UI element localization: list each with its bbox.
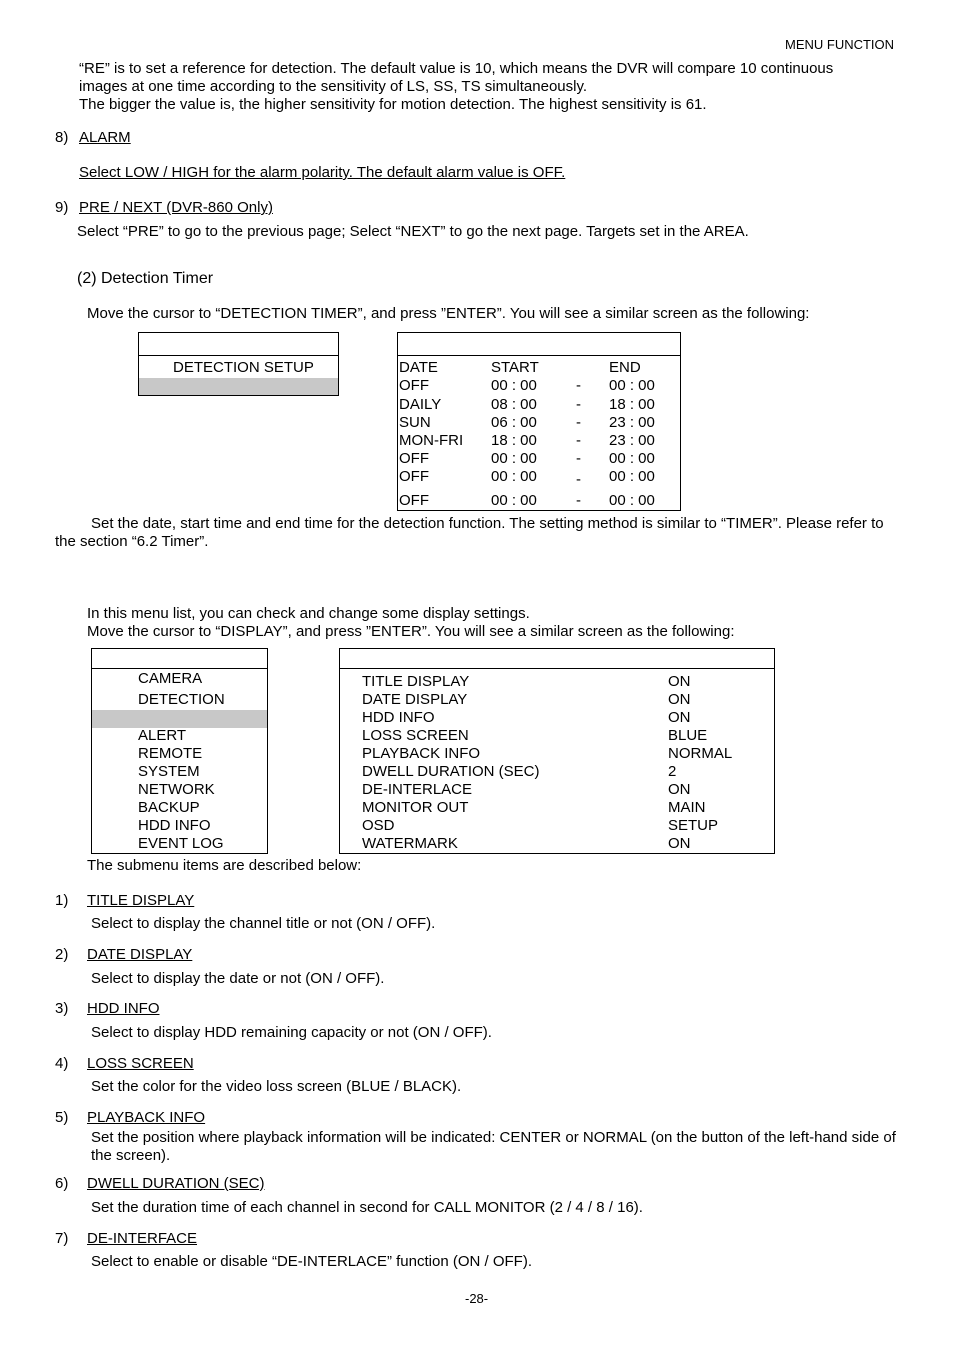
item-title: DE-INTERFACE: [87, 1230, 198, 1247]
setting-value: SETUP: [668, 817, 719, 834]
item-number: 4): [55, 1055, 69, 1072]
setting-value: MAIN: [668, 799, 706, 816]
item-desc: Select to enable or disable “DE-INTERLACE” function (ON / OFF).: [91, 1253, 532, 1270]
table-header-row: [398, 359, 680, 377]
menu-item-hdd-info[interactable]: HDD INFO: [138, 817, 211, 834]
menu-item-camera[interactable]: CAMERA: [138, 670, 203, 687]
setting-row-osd[interactable]: [340, 817, 774, 835]
display-intro-2: Move the cursor to “DISPLAY”, and press ”ENTER”. You will see a similar screen as the following:: [87, 623, 735, 640]
row-start: 18 : 00: [491, 432, 537, 449]
row-start: 00 : 00: [491, 492, 537, 509]
item-title: LOSS SCREEN: [87, 1055, 194, 1072]
page-number: -28-: [465, 1291, 489, 1306]
item-number: 3): [55, 1000, 69, 1017]
row-end: 00 : 00: [609, 468, 655, 485]
menu-item-alert[interactable]: ALERT: [138, 727, 187, 744]
menu-highlight-row[interactable]: [139, 378, 338, 395]
setting-row-hdd-info[interactable]: [340, 709, 774, 727]
setting-name: DWELL DURATION (SEC): [362, 763, 540, 780]
setting-row-loss-screen[interactable]: [340, 727, 774, 745]
row-start: 08 : 00: [491, 396, 537, 413]
setting-name: LOSS SCREEN: [362, 727, 469, 744]
alarm-number: 8): [55, 129, 69, 146]
re-text-line-2: images at one time according to the sensitivity of LS, SS, TS simultaneously.: [79, 78, 588, 95]
row-sep: -: [576, 450, 581, 467]
item-desc: Set the position where playback information will be indicated: CENTER or NORMAL (on the button of the left-hand side of the screen).: [91, 1129, 896, 1164]
setting-name: WATERMARK: [362, 835, 458, 852]
item-title: PLAYBACK INFO: [87, 1109, 206, 1126]
item-title: DWELL DURATION (SEC): [87, 1175, 265, 1192]
row-date: SUN: [399, 414, 431, 431]
row-date: MON-FRI: [399, 432, 464, 449]
setting-value: NORMAL: [668, 745, 733, 762]
row-end: 00 : 00: [609, 377, 655, 394]
display-menu-box: [91, 648, 268, 854]
menu-item-detection[interactable]: DETECTION: [138, 691, 225, 708]
item-desc: Select to display the channel title or not (ON / OFF).: [91, 915, 436, 932]
setting-value: BLUE: [668, 727, 708, 744]
item-number: 2): [55, 946, 69, 963]
menu-item-backup[interactable]: BACKUP: [138, 799, 200, 816]
row-start: 00 : 00: [491, 450, 537, 467]
table-row[interactable]: [398, 450, 680, 468]
setting-value: ON: [668, 691, 691, 708]
row-end: 00 : 00: [609, 450, 655, 467]
item-desc: Select to display the date or not (ON / OFF).: [91, 970, 385, 987]
item-desc: Set the duration time of each channel in second for CALL MONITOR (2 / 4 / 8 / 16).: [91, 1199, 643, 1216]
table-row[interactable]: [398, 432, 680, 450]
setting-value: 2: [668, 763, 677, 780]
setting-name: DATE DISPLAY: [362, 691, 468, 708]
submenu-intro: The submenu items are described below:: [87, 857, 362, 874]
item-number: 7): [55, 1230, 69, 1247]
item-number: 6): [55, 1175, 69, 1192]
setting-value: ON: [668, 835, 691, 852]
alarm-title: ALARM: [79, 129, 131, 146]
menu-item-display-highlight[interactable]: [92, 710, 267, 728]
item-title: TITLE DISPLAY: [87, 892, 195, 909]
header-start: START: [491, 359, 539, 376]
setting-name: OSD: [362, 817, 395, 834]
item-number: 1): [55, 892, 69, 909]
re-text-line-1: “RE” is to set a reference for detection. The default value is 10, which means the DVR will compare 10 continuous: [79, 60, 834, 77]
pre-next-number: 9): [55, 199, 69, 216]
setting-row-monitor-out[interactable]: [340, 799, 774, 817]
row-date: DAILY: [399, 396, 442, 413]
menu-item-remote[interactable]: REMOTE: [138, 745, 203, 762]
table-row[interactable]: [398, 492, 680, 510]
section-header: MENU FUNCTION: [785, 37, 895, 52]
row-start: 06 : 00: [491, 414, 537, 431]
alarm-desc: Select LOW / HIGH for the alarm polarity. The default alarm value is OFF.: [79, 164, 566, 181]
detection-timer-intro: Move the cursor to “DETECTION TIMER”, and press ”ENTER”. You will see a similar screen as the following:: [87, 305, 810, 322]
setting-name: DE-INTERLACE: [362, 781, 473, 798]
detection-timer-heading: (2) Detection Timer: [77, 270, 214, 287]
row-end: 23 : 00: [609, 414, 655, 431]
menu-item-network[interactable]: NETWORK: [138, 781, 215, 798]
setting-row-de-interlace[interactable]: [340, 781, 774, 799]
pre-next-desc: Select “PRE” to go to the previous page; Select “NEXT” to go the next page. Targets set in the AREA.: [77, 223, 749, 240]
row-start: 00 : 00: [491, 377, 537, 394]
setting-value: ON: [668, 781, 691, 798]
row-sep: -: [576, 414, 581, 431]
display-settings-box: [339, 648, 775, 854]
setting-row-watermark[interactable]: [340, 835, 774, 853]
detection-timer-table: [397, 332, 681, 511]
row-date: OFF: [399, 450, 429, 467]
setting-row-dwell-duration[interactable]: [340, 763, 774, 781]
display-intro-1: In this menu list, you can check and change some display settings.: [87, 605, 530, 622]
menu-item-system[interactable]: SYSTEM: [138, 763, 200, 780]
setting-name: HDD INFO: [362, 709, 435, 726]
setting-name: MONITOR OUT: [362, 799, 469, 816]
row-date: OFF: [399, 377, 429, 394]
item-desc: Select to display HDD remaining capacity or not (ON / OFF).: [91, 1024, 492, 1041]
row-date: OFF: [399, 492, 429, 509]
header-date: DATE: [399, 359, 438, 376]
setting-row-playback-info[interactable]: [340, 745, 774, 763]
item-title: DATE DISPLAY: [87, 946, 193, 963]
menu-item-detection-setup[interactable]: DETECTION SETUP: [173, 359, 314, 376]
row-end: 18 : 00: [609, 396, 655, 413]
setting-value: ON: [668, 709, 691, 726]
row-end: 23 : 00: [609, 432, 655, 449]
table-row[interactable]: [398, 468, 680, 486]
setting-row-date-display[interactable]: [340, 691, 774, 709]
row-sep: -: [576, 492, 581, 509]
detection-menu-box: [138, 332, 339, 396]
row-sep: -: [576, 396, 581, 413]
table-row[interactable]: [398, 396, 680, 414]
pre-next-title: PRE / NEXT (DVR-860 Only): [79, 199, 273, 216]
setting-value: ON: [668, 673, 691, 690]
row-sep: -: [576, 432, 581, 449]
item-desc: Set the color for the video loss screen (BLUE / BLACK).: [91, 1078, 462, 1095]
setting-name: PLAYBACK INFO: [362, 745, 481, 762]
row-start: 00 : 00: [491, 468, 537, 485]
detection-timer-after-text: Set the date, start time and end time for the detection function. The setting method is similar to “TIMER”. Please refer to the section “6.2 Timer”.: [55, 515, 884, 550]
row-sep: -: [576, 377, 581, 394]
setting-name: TITLE DISPLAY: [362, 673, 470, 690]
header-end: END: [609, 359, 641, 376]
row-date: OFF: [399, 468, 429, 485]
table-row[interactable]: [398, 377, 680, 395]
menu-item-event-log[interactable]: EVENT LOG: [138, 835, 224, 852]
item-number: 5): [55, 1109, 69, 1126]
item-title: HDD INFO: [87, 1000, 160, 1017]
re-text-line-3: The bigger the value is, the higher sensitivity for motion detection. The highest sensitivity is 61.: [79, 96, 707, 113]
row-end: 00 : 00: [609, 492, 655, 509]
setting-row-title-display[interactable]: [340, 673, 774, 691]
table-row[interactable]: [398, 414, 680, 432]
row-sep: -: [576, 471, 581, 488]
